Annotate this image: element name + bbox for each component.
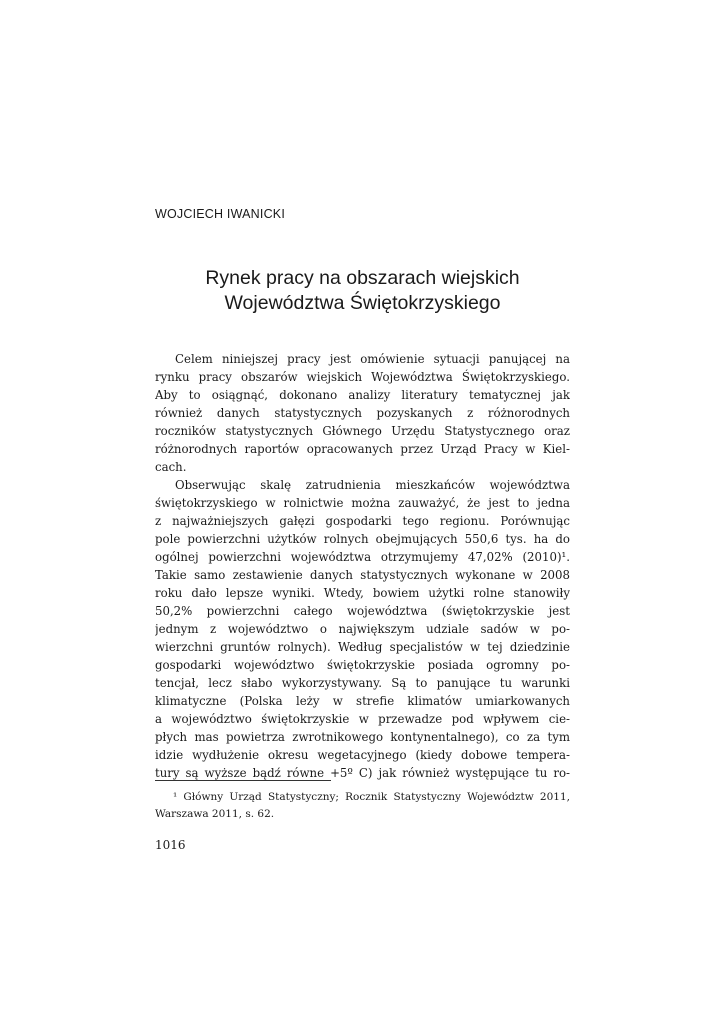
paper-title — [155, 266, 570, 316]
body-line: roczników statystycznych Głównego Urzędu Statystycznego oraz — [155, 424, 570, 438]
body-line: pole powierzchni użytków rolnych obejmujących 550,6 tys. ha do — [155, 532, 570, 546]
body-line: gospodarki województwo świętokrzyskie posiada ogromny po- — [155, 658, 570, 672]
body-line: roku dało lepsze wyniki. Wtedy, bowiem użytki rolne stanowiły — [155, 586, 570, 600]
title-line-2: Województwa Świętokrzyskiego — [224, 292, 501, 314]
body-line: a województwo świętokrzyskie w przewadze pod wpływem cie- — [155, 712, 570, 726]
body-line: Obserwując skalę zatrudnienia mieszkańców województwa — [175, 478, 570, 492]
body-line: idzie wydłużenie okresu wegetacyjnego (kiedy dobowe tempera- — [155, 748, 570, 762]
footnote-line: ¹ Główny Urząd Statystyczny; Rocznik Statystyczny Województw 2011, — [173, 791, 570, 803]
title-line-1: Rynek pracy na obszarach wiejskich — [205, 267, 520, 289]
footnote — [155, 789, 570, 823]
body-line: Takie samo zestawienie danych statystycznych wykonane w 2008 — [155, 568, 570, 582]
body-line: wierzchni gruntów rolnych). Według specjalistów w tej dziedzinie — [155, 640, 570, 654]
author-name: WOJCIECH IWANICKI — [155, 207, 286, 221]
body-line: ogólnej powierzchni województwa otrzymujemy 47,02% (2010)¹. — [155, 550, 570, 564]
body-line: Aby to osiągnąć, dokonano analizy literatury tematycznej jak — [155, 388, 570, 402]
body-line: rynku pracy obszarów wiejskich Województwa Świętokrzyskiego. — [155, 370, 570, 384]
document-page — [155, 0, 570, 1024]
body-line: różnorodnych raportów opracowanych przez Urząd Pracy w Kiel- — [155, 442, 570, 456]
body-line: tencjał, lecz słabo wykorzystywany. Są to panujące tu warunki — [155, 676, 570, 690]
body-line: płych mas powietrza zwrotnikowego kontynentalnego), co za tym — [155, 730, 570, 744]
body-line: tury są wyższe bądź równe +5º C) jak również występujące tu ro- — [155, 766, 570, 780]
footnote-divider — [155, 780, 331, 781]
page-number: 1016 — [155, 838, 186, 852]
body-line: klimatyczne (Polska leży w strefie klimatów umiarkowanych — [155, 694, 570, 708]
body-line: 50,2% powierzchni całego województwa (świętokrzyskie jest — [155, 604, 570, 618]
body-line: Celem niniejszej pracy jest omówienie sytuacji panującej na — [175, 352, 570, 366]
body-line: z najważniejszych gałęzi gospodarki tego regionu. Porównując — [155, 514, 570, 528]
footnote-line: Warszawa 2011, s. 62. — [155, 808, 275, 820]
body-line: świętokrzyskiego w rolnictwie można zauważyć, że jest to jedna — [155, 496, 570, 510]
body-text — [155, 350, 570, 782]
body-line: również danych statystycznych pozyskanych z różnorodnych — [155, 406, 570, 420]
body-line: jednym z województwo o największym udziale sadów w po- — [155, 622, 570, 636]
body-line: cach. — [155, 460, 187, 474]
